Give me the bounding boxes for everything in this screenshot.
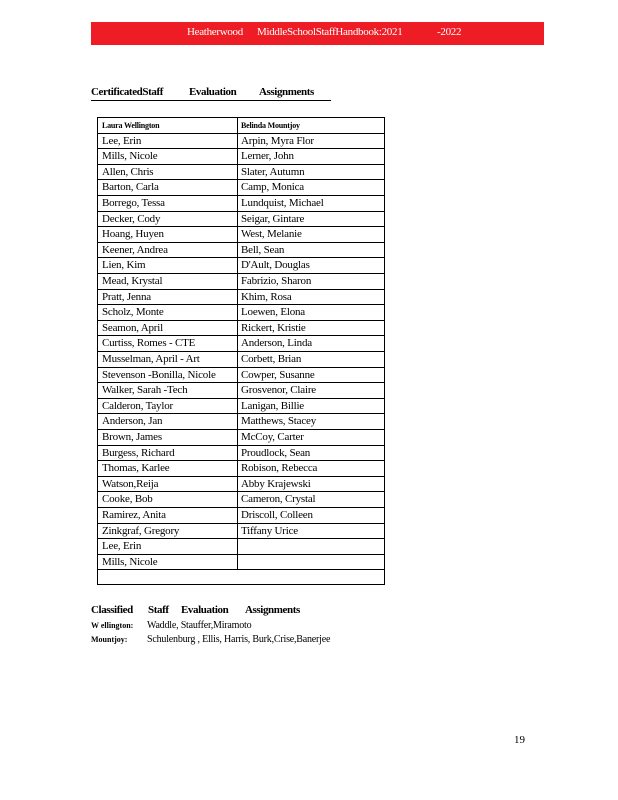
- mountjoy-cell: Rickert, Kristie: [241, 321, 306, 334]
- mountjoy-cell: Robison, Rebecca: [241, 462, 318, 475]
- table-row: [98, 290, 384, 306]
- header-school: Heatherwood: [187, 26, 243, 38]
- table-row: [98, 555, 384, 571]
- mountjoy-cell: McCoy, Carter: [241, 431, 304, 443]
- mountjoy-cell: West, Melanie: [241, 228, 302, 241]
- wellington-cell: Mills, Nicole: [102, 555, 158, 568]
- header-year-end: -2022: [437, 26, 462, 38]
- wellington-cell: Mills, Nicole: [102, 150, 158, 163]
- table-row: [98, 243, 384, 259]
- wellington-cell: Musselman, April - Art: [102, 353, 200, 365]
- mountjoy-cell: Arpin, Myra Flor: [241, 134, 314, 147]
- column-header-wellington: Laura Wellington: [102, 121, 160, 130]
- mountjoy-cell: Fabrizio, Sharon: [241, 275, 312, 287]
- table-row: [98, 212, 384, 228]
- mountjoy-cell: Proudlock, Sean: [241, 446, 311, 459]
- table-row: [98, 539, 384, 555]
- table-row: [98, 336, 384, 352]
- column-header-mountjoy: Belinda Mountjoy: [241, 121, 300, 130]
- table-row: [98, 446, 384, 462]
- wellington-cell: Borrego, Tessa: [102, 197, 165, 209]
- mountjoy-cell: Cameron, Crystal: [241, 493, 316, 506]
- wellington-cell: Calderon, Taylor: [102, 399, 173, 412]
- table-row: [98, 508, 384, 524]
- table-row: [98, 524, 384, 540]
- mountjoy-cell: D'Ault, Douglas: [241, 259, 310, 272]
- mountjoy-cell: Bell, Sean: [241, 243, 285, 256]
- table-row: [98, 368, 384, 384]
- mountjoy-cell: Driscoll, Colleen: [241, 509, 313, 521]
- header-bar: [91, 22, 544, 45]
- wellington-cell: Curtiss, Romes - CTE: [102, 337, 196, 350]
- wellington-cell: Zinkgraf, Gregory: [102, 524, 180, 537]
- wellington-cell: Ramirez, Anita: [102, 509, 166, 521]
- table-row: [98, 430, 384, 446]
- mountjoy-cell: Seigar, Gintare: [241, 212, 305, 225]
- table-row: [98, 258, 384, 274]
- wellington-cell: Lien, Kim: [102, 259, 146, 272]
- table-header-row: [98, 118, 384, 134]
- table-row: [98, 321, 384, 337]
- mountjoy-cell: Lerner, John: [241, 150, 294, 163]
- wellington-cell: Pratt, Jenna: [102, 290, 151, 303]
- table-row: [98, 227, 384, 243]
- certificated-title-part: Evaluation: [189, 86, 237, 98]
- classified-wellington-value: Waddle, Stauffer,Miramoto: [147, 620, 252, 631]
- mountjoy-cell: Corbett, Brian: [241, 353, 302, 365]
- wellington-cell: Hoang, Huyen: [102, 228, 164, 241]
- table-row: [98, 165, 384, 181]
- classified-title-part: Evaluation: [181, 604, 229, 616]
- table-row: [98, 352, 384, 368]
- table-row: [98, 180, 384, 196]
- certificated-title: [91, 86, 331, 101]
- mountjoy-cell: Grosvenor, Claire: [241, 384, 316, 397]
- table-row: [98, 383, 384, 399]
- mountjoy-cell: Lanigan, Billie: [241, 399, 304, 412]
- wellington-cell: Lee, Erin: [102, 134, 142, 147]
- wellington-cell: Seamon, April: [102, 321, 163, 334]
- wellington-cell: Allen, Chris: [102, 165, 154, 178]
- wellington-cell: Brown, James: [102, 431, 162, 443]
- classified-title-part: Assignments: [245, 604, 300, 616]
- wellington-cell: Anderson, Jan: [102, 415, 163, 428]
- table-row: [98, 134, 384, 150]
- mountjoy-cell: Lundquist, Michael: [241, 197, 324, 209]
- classified-title-part: Classified: [91, 604, 133, 616]
- table-row: [98, 196, 384, 212]
- mountjoy-cell: Camp, Monica: [241, 181, 304, 194]
- wellington-cell: Burgess, Richard: [102, 446, 175, 459]
- mountjoy-cell: Slater, Autumn: [241, 165, 305, 178]
- wellington-cell: Decker, Cody: [102, 212, 161, 225]
- table-row: [98, 477, 384, 493]
- wellington-cell: Stevenson -Bonilla, Nicole: [102, 368, 216, 381]
- mountjoy-cell: Cowper, Susanne: [241, 368, 315, 381]
- wellington-cell: Mead, Krystal: [102, 275, 163, 287]
- header-title: MiddleSchoolStaffHandbook:2021: [257, 26, 403, 38]
- mountjoy-cell: Tiffany Urice: [241, 524, 298, 537]
- certificated-assignments-table: [97, 117, 385, 585]
- certificated-title-part: Assignments: [259, 86, 314, 98]
- wellington-cell: Lee, Erin: [102, 540, 142, 553]
- classified-wellington-label: W ellington:: [91, 621, 134, 630]
- certificated-title-part: CertificatedStaff: [91, 86, 163, 98]
- mountjoy-cell: Khim, Rosa: [241, 290, 292, 303]
- table-row: [98, 492, 384, 508]
- wellington-cell: Watson,Reija: [102, 477, 159, 490]
- table-row: [98, 305, 384, 321]
- table-row: [98, 149, 384, 165]
- wellington-cell: Thomas, Karlee: [102, 462, 170, 475]
- table-row: [98, 399, 384, 415]
- wellington-cell: Barton, Carla: [102, 181, 159, 194]
- mountjoy-cell: Matthews, Stacey: [241, 415, 317, 428]
- page-number: 19: [514, 734, 525, 746]
- wellington-cell: Scholz, Monte: [102, 306, 164, 319]
- table-row: [98, 414, 384, 430]
- table-row: [98, 274, 384, 290]
- classified-mountjoy-value: Schulenburg , Ellis, Harris, Burk,Crise,Banerjee: [147, 634, 331, 645]
- wellington-cell: Walker, Sarah -Tech: [102, 384, 188, 397]
- mountjoy-cell: Loewen, Elona: [241, 306, 305, 319]
- table-row: [98, 461, 384, 477]
- classified-title-part: Staff: [148, 604, 169, 616]
- classified-mountjoy-label: Mountjoy:: [91, 635, 128, 644]
- mountjoy-cell: Abby Krajewski: [241, 477, 311, 490]
- mountjoy-cell: Anderson, Linda: [241, 337, 312, 350]
- wellington-cell: Cooke, Bob: [102, 493, 153, 506]
- wellington-cell: Keener, Andrea: [102, 243, 168, 256]
